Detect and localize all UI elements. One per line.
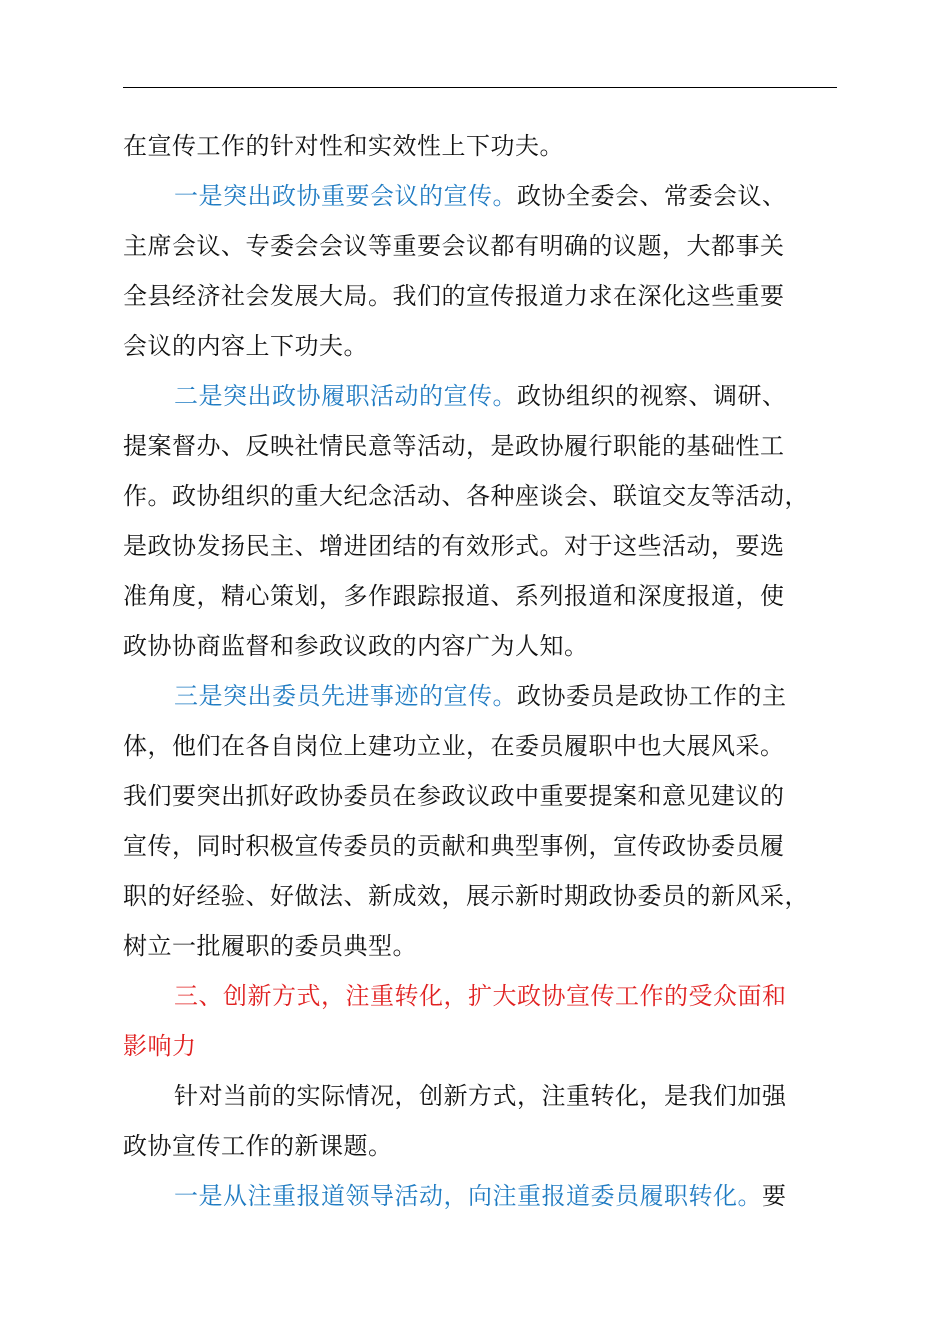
paragraph-line: 职的好经验、好做法、新成效，展示新时期政协委员的新风采， [123, 882, 809, 910]
section-heading: 三、创新方式，注重转化，扩大政协宣传工作的受众面和 [174, 982, 787, 1010]
paragraph-line: 是政协发扬民主、增进团结的有效形式。对于这些活动，要选 [123, 532, 785, 560]
paragraph-line: 宣传，同时积极宣传委员的贡献和典型事例，宣传政协委员履 [123, 832, 785, 860]
paragraph-line: 主席会议、专委会会议等重要会议都有明确的议题，大都事关 [123, 232, 785, 260]
paragraph-line [174, 680, 914, 712]
paragraph-line [174, 1180, 914, 1212]
paragraph-line: 我们要突出抓好政协委员在参政议政中重要提案和意见建议的 [123, 782, 785, 810]
line-text: 政协全委会、常委会议、 [517, 182, 787, 210]
lead-sentence: 二是突出政协履职活动的宣传。 [174, 382, 517, 410]
lead-sentence: 一是突出政协重要会议的宣传。 [174, 182, 517, 210]
paragraph-line [174, 380, 914, 412]
paragraph-line: 体，他们在各自岗位上建功立业，在委员履职中也大展风采。 [123, 732, 785, 760]
paragraph-line: 针对当前的实际情况，创新方式，注重转化，是我们加强 [174, 1082, 787, 1110]
paragraph-line: 作。政协组织的重大纪念活动、各种座谈会、联谊交友等活动， [123, 482, 809, 510]
header-rule [123, 87, 837, 88]
section-heading-cont: 影响力 [123, 1032, 197, 1060]
lead-sentence: 一是从注重报道领导活动，向注重报道委员履职转化。 [174, 1182, 762, 1210]
paragraph-line: 会议的内容上下功夫。 [123, 332, 368, 360]
paragraph-line: 政协宣传工作的新课题。 [123, 1132, 393, 1160]
line-text: 政协组织的视察、调研、 [517, 382, 787, 410]
paragraph-line: 准角度，精心策划，多作跟踪报道、系列报道和深度报道，使 [123, 582, 785, 610]
paragraph-line: 提案督办、反映社情民意等活动，是政协履行职能的基础性工 [123, 432, 785, 460]
paragraph-line [174, 180, 914, 212]
paragraph-line: 树立一批履职的委员典型。 [123, 932, 417, 960]
paragraph-line: 在宣传工作的针对性和实效性上下功夫。 [123, 132, 564, 160]
line-text: 政协委员是政协工作的主 [517, 682, 787, 710]
lead-sentence: 三是突出委员先进事迹的宣传。 [174, 682, 517, 710]
paragraph-line: 政协协商监督和参政议政的内容广为人知。 [123, 632, 589, 660]
paragraph-line: 全县经济社会发展大局。我们的宣传报道力求在深化这些重要 [123, 282, 785, 310]
line-text: 要 [762, 1182, 787, 1210]
